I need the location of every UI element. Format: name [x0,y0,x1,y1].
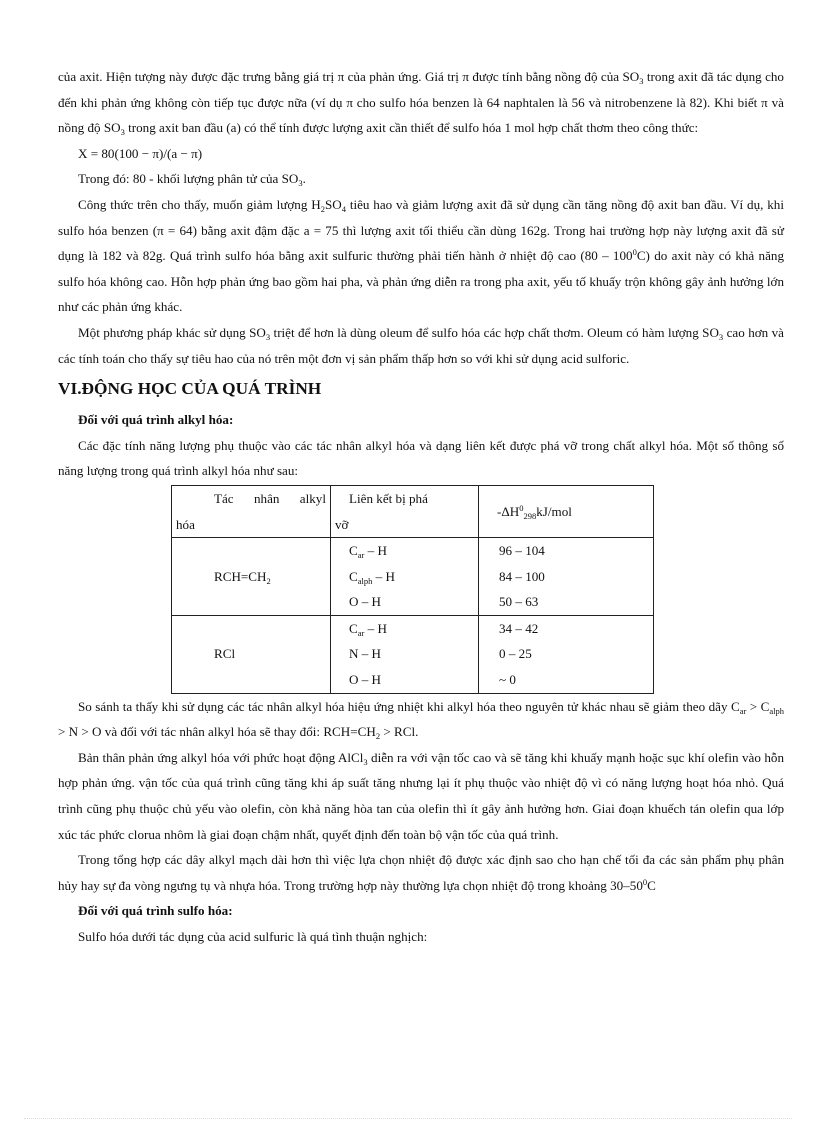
document-page [58,64,784,950]
paragraph-acid-concentration: Công thức trên cho thấy, muốn giảm lượng $H_2SO_4$ tiêu hao và giảm lượng axit đã sử dụng cần tăng nồng độ axit ban đầu. Ví dụ, khi sulfo hóa benzen (π = 64) bằng axit đậm đặc a = 75 thì lượng axit tối thiểu cần dùng 162g. Trong hai trường hợp này lượng axit đã sử dụng là 182 và 82g. Quá trình sulfo hóa bằng axit sulfuric thường phải tiến hành ở nhiệt độ cao $(80 - 100^0C)$ do axit này có khả năng sulfo hóa không cao. Hỗn hợp phản ứng bao gồm hai pha, và phản ứng diễn ra trong pha axit, yếu tố khuấy trộn không gây ảnh hưởng lớn như các phản ứng khác. [58,196,784,315]
paragraph-alcl3: Bản thân phản ứng alkyl hóa với phức hoạt động AlCl$_3$ diễn ra với vận tốc cao và sẽ tăng khi khuấy mạnh hoặc sục khí olefin vào hỗn hợp phản ứng. vận tốc của quá trình cũng tăng khi áp suất tăng nhưng lại ít phụ thuộc vào nhiệt độ vì có năng lượng hoạt hóa nhỏ. Quá trình cũng phụ thuộc chủ yếu vào olefin, còn khả năng hòa tan của olefin thì ít gây ảnh hưởng hơn. Giai đoạn khuếch tán olefin qua lớp xúc tác phức clorua nhôm là giai đoạn chậm nhất, quyết định đến toàn bộ vận tốc của quá trình. [58,749,784,842]
table-row [172,538,654,616]
formula-explanation: Trong đó: 80 - khối lượng phân tử của $SO_3$. [78,171,306,189]
header-agent: Tác nhân alkyl hóa [172,485,331,537]
agent-cell: $RCH=CH_2$ [172,538,331,616]
paragraph-energy-parameters: Các đặc tính năng lượng phụ thuộc vào các tác nhân alkyl hóa và dạng liên kết được phá vỡ trong chất alkyl hóa. Một số thông số năng lượng trong quá trình alkyl hóa như sau: [58,437,784,479]
paragraph-reversible: Sulfo hóa dưới tác dụng của acid sulfuric là quá tình thuận nghịch: [78,929,428,944]
paragraph-sulfonation-pi: của axit. Hiện tượng này được đặc trưng bằng giá trị π của phản ứng. Giá trị π được tính bằng nồng độ của $SO_3$ trong axit đã tác dụng cho đến khi phản ứng không còn tiếp tục được nữa (ví dụ π cho sulfo hóa benzen là 64 naphtalen là 56 và nitrobenzene là 82). Khi biết π và nồng độ $SO_3$ trong axit ban đầu (a) có thể tính được lượng axit cần thiết để sulfo hóa 1 mol hợp chất thơm theo công thức: [58,69,784,138]
bonds-cell: $C_{ar}$ – H $C_{alph}$ – H O – H [331,538,479,616]
bonds-cell: $C_{ar}$ – H N – H O – H [331,615,479,693]
header-bond: Liên kết bị phá vỡ [331,485,479,537]
header-enthalpy: $-\Delta H^0_{298}kJ$/mol [479,485,654,537]
table-row [172,615,654,693]
page-bottom-border [24,1118,792,1119]
paragraph-oleum: Một phương pháp khác sử dụng $SO_3$ triệt để hơn là dùng oleum để sulfo hóa các hợp chất thơm. Oleum có hàm lượng $SO_3$ cao hơn và các tính toán cho thấy sự tiêu hao của nó trên một đơn vị sản phẩm thấp hơn so với khi sử dụng acid sulforic. [58,324,784,366]
paragraph-comparison: So sánh ta thấy khi sử dụng các tác nhân alkyl hóa hiệu ứng nhiệt khi alkyl hóa theo nguyên tử khác nhau sẽ giảm theo dãy $C_{ar} > C_{alph} > N > O$ và đối với tác nhân alkyl hóa sẽ thay đổi: $RCH=CH_2$ > RCl. [58,698,784,742]
agent-cell: RCl [172,615,331,693]
subheading-sulfonation: Đối với quá trình sulfo hóa: [78,903,233,919]
table-header-row [172,485,654,537]
energy-table [171,485,654,694]
section-heading: VI.ĐỘNG HỌC CỦA QUÁ TRÌNH [58,379,322,399]
formula: X = 80(100 − π)/(a − π) [78,145,203,161]
subheading-alkylation: Đối với quá trình alkyl hóa: [78,412,234,428]
values-cell: 34 – 42 0 – 25 ~ 0 [479,615,654,693]
values-cell: 96 – 104 84 – 100 50 – 63 [479,538,654,616]
paragraph-temperature: Trong tổng hợp các dây alkyl mạch dài hơn thì việc lựa chọn nhiệt độ được xác định sao cho hạn chế tối đa các sản phẩm phụ phân hủy hay sự đa vòng ngưng tụ và nhựa hóa. Trong trường hợp này thường lựa chọn nhiệt độ trong khoảng $30-50^0C$ [58,852,784,893]
